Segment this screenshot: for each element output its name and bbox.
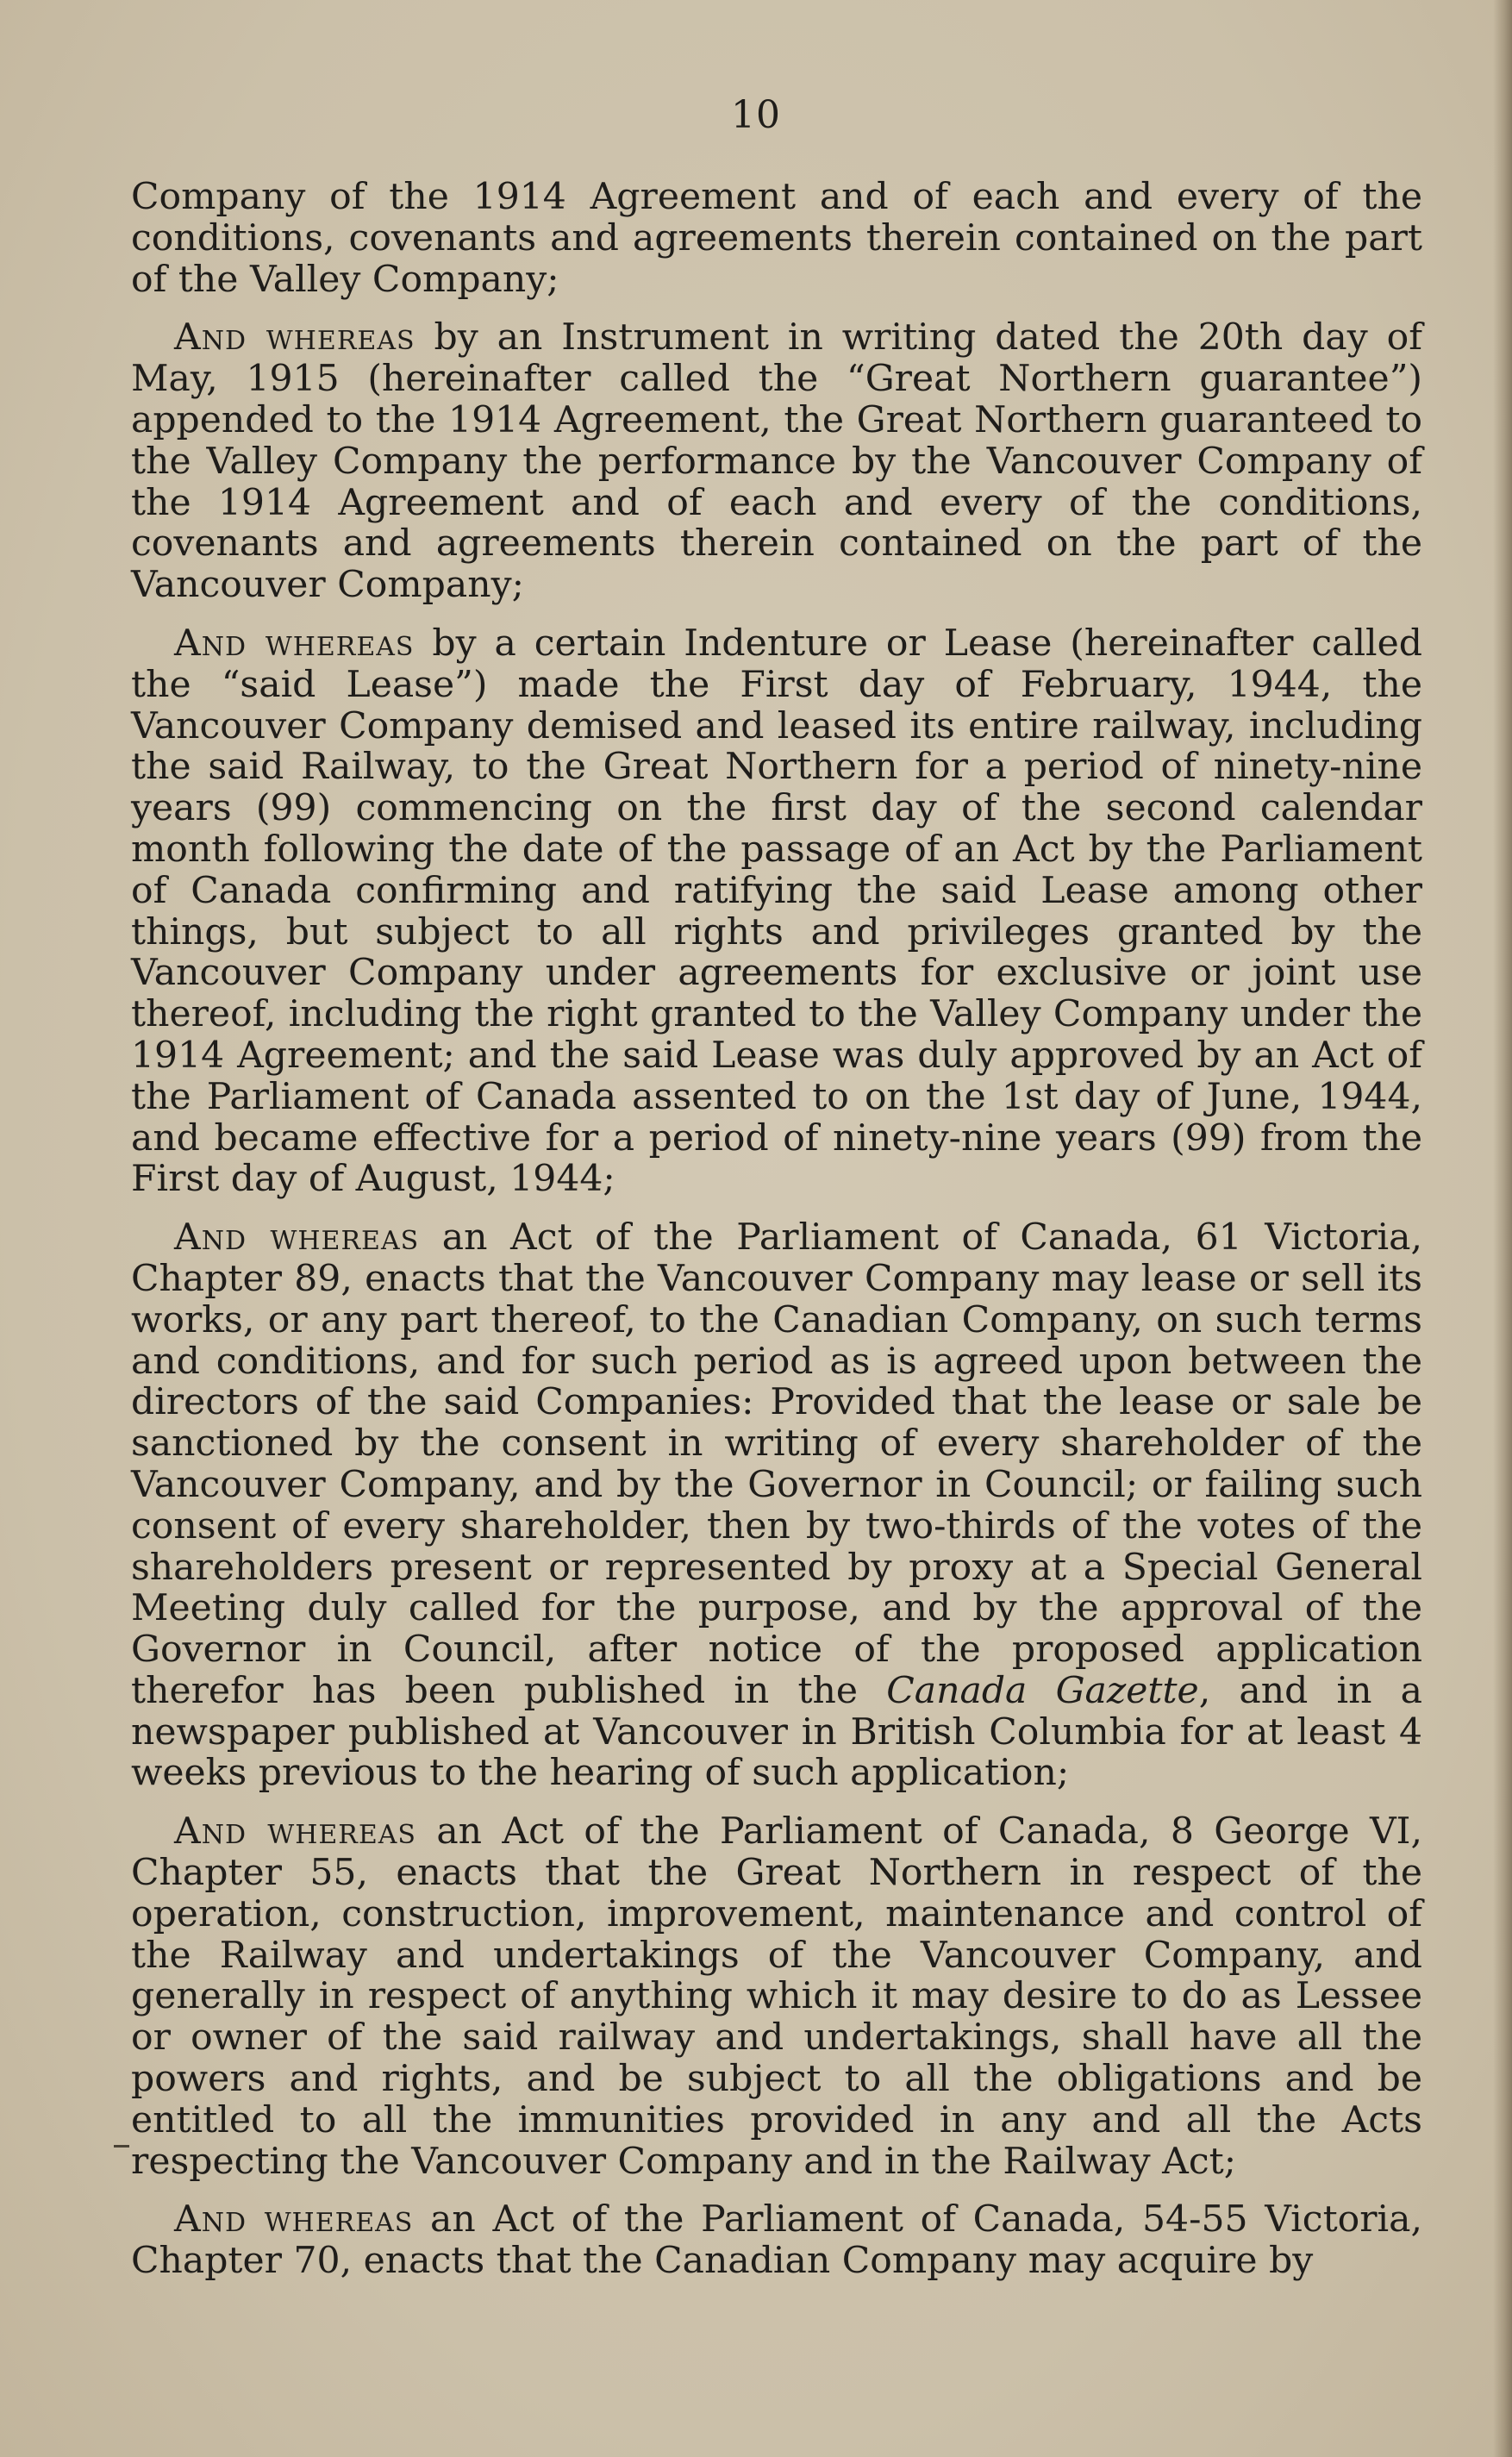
paragraph-text: an Act of the Parliament of Canada, 54-55 Victoria, Chapter 70, enacts that the Canadian Company may acquire by: [131, 2198, 1423, 2283]
paragraph-4: [131, 1217, 1422, 1794]
margin-mark: [114, 2145, 129, 2148]
paragraph-lead: And whereas: [174, 1216, 420, 1260]
page-number: 10: [731, 93, 781, 137]
paragraph-5: [131, 1811, 1422, 2182]
paragraph-lead: And whereas: [174, 316, 415, 359]
page-edge-shadow: [1493, 0, 1512, 2457]
paragraph-lead: And whereas: [174, 622, 415, 665]
paragraph-6: [131, 2199, 1422, 2282]
paragraph-2: [131, 317, 1422, 606]
paragraph-lead: And whereas: [174, 1810, 416, 1854]
paragraph-text: Company of the 1914 Agreement and of each and every of the conditions, covenants and agreements therein contained on the part of the Valley Company;: [131, 176, 1422, 301]
paragraph-text: an Act of the Parliament of Canada, 8 George VI, Chapter 55, enacts that the Great Northern in respect of the operation, construction, improvement, maintenance and control of the Railway and undertakings of the Vancouver Company, and generally in respect of anything which it may desire to do as Lessee or owner of the said railway and undertakings, shall have all the powers and rights, and be subject to all the obligations and be entitled to all the immunities provided in any and all the Acts respecting the Vancouver Company and in the Railway Act;: [131, 1810, 1422, 2183]
paragraph-text: an Act of the Parliament of Canada, 61 Victoria, Chapter 89, enacts that the Vancouver Company may lease or sell its works, or any part thereof, to the Canadian Company, on such terms and conditions, and for such period as is agreed upon between the directors of the said Companies: Provided that the lease or sale be sanctioned by the consent in writing of every shareholder of the Vancouver Company, and by the Governor in Council; or failing such consent of every shareholder, then by two-thirds of the votes of the shareholders present or represented by proxy at a Special General Meeting duly called for the purpose, and by the approval of the Governor in Council, after notice of the proposed application therefor has been published in the: [131, 1216, 1422, 1712]
paragraph-text-continued: , and in a newspaper published at Vancouver in British Columbia for at least 4 weeks previous to the hearing of such application;: [131, 1669, 1422, 1795]
paragraph-3: [131, 623, 1422, 1200]
paragraph-1: [131, 177, 1422, 300]
paragraph-lead: And whereas: [174, 2198, 414, 2241]
body-text: [131, 177, 1422, 2299]
paragraph-text: by an Instrument in writing dated the 20th day of May, 1915 (hereinafter called the “Great Northern guarantee”) appended to the 1914 Agreement, the Great Northern guaranteed to the Valley Company the performance by the Vancouver Company of the 1914 Agreement and of each and every of the conditions, covenants and agreements therein contained on the part of the Vancouver Company;: [131, 316, 1422, 607]
italic-publication-name: Canada Gazette: [886, 1669, 1199, 1712]
paragraph-text: by a certain Indenture or Lease (hereinafter called the “said Lease”) made the First day of February, 1944, the Vancouver Company demised and leased its entire railway, including the said Railway, to the Great Northern for a period of ninety-nine years (99) commencing on the first day of the second calendar month following the date of the passage of an Act by the Parliament of Canada confirming and ratifying the said Lease among other things, but subject to all rights and privileges granted by the Vancouver Company under agreements for exclusive or joint use thereof, including the right granted to the Valley Company under the 1914 Agreement; and the said Lease was duly approved by an Act of the Parliament of Canada assented to on the 1st day of June, 1944, and became effective for a period of ninety-nine years (99) from the First day of August, 1944;: [131, 622, 1422, 1201]
